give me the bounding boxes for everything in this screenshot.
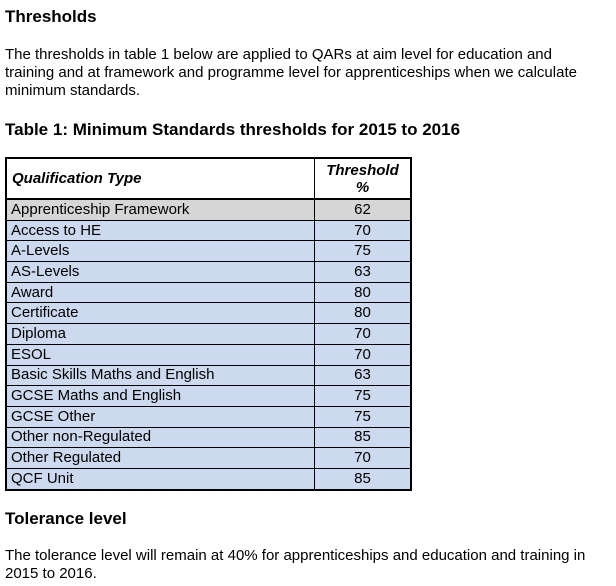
qualification-type-cell: Award: [6, 282, 315, 303]
table-header-row: [6, 158, 411, 199]
threshold-cell: 63: [315, 365, 412, 386]
qualification-type-cell: Other Regulated: [6, 448, 315, 469]
thresholds-paragraph: The thresholds in table 1 below are applied to QARs at aim level for education and training and at framework and programme level for apprenticeships when we calculate minimum standards.: [5, 46, 577, 99]
threshold-cell: 80: [315, 282, 412, 303]
threshold-cell: 63: [315, 262, 412, 283]
threshold-cell: 85: [315, 427, 412, 448]
threshold-cell: 70: [315, 448, 412, 469]
threshold-cell: 70: [315, 220, 412, 241]
table-row: [6, 282, 411, 303]
qualification-type-cell: QCF Unit: [6, 468, 315, 489]
table-row: [6, 448, 411, 469]
qualification-type-cell: Apprenticeship Framework: [6, 199, 315, 220]
section-heading-tolerance: Tolerance level: [5, 509, 127, 528]
threshold-cell: 75: [315, 241, 412, 262]
qualification-type-cell: Access to HE: [6, 220, 315, 241]
tolerance-paragraph: The tolerance level will remain at 40% for apprenticeships and education and training in 2015 to 2016.: [5, 547, 586, 582]
qualification-type-cell: A-Levels: [6, 241, 315, 262]
header-threshold-unit: %: [355, 178, 370, 196]
table-row: [6, 303, 411, 324]
table-row: [6, 241, 411, 262]
threshold-cell: 80: [315, 303, 412, 324]
threshold-cell: 70: [315, 344, 412, 365]
section-heading-thresholds: Thresholds: [5, 7, 97, 26]
header-threshold: [315, 158, 412, 199]
header-qualification-type: Qualification Type: [6, 158, 315, 199]
table-row: [6, 365, 411, 386]
qualification-type-cell: Diploma: [6, 324, 315, 345]
qualification-type-cell: Basic Skills Maths and English: [6, 365, 315, 386]
qualification-type-cell: AS-Levels: [6, 262, 315, 283]
qualification-type-cell: ESOL: [6, 344, 315, 365]
table-row: [6, 324, 411, 345]
qualification-type-cell: Certificate: [6, 303, 315, 324]
table-row: [6, 386, 411, 407]
header-threshold-label: Threshold: [326, 161, 399, 179]
table-row: [6, 199, 411, 220]
table-row: [6, 468, 411, 489]
threshold-cell: 75: [315, 406, 412, 427]
qualification-type-cell: GCSE Maths and English: [6, 386, 315, 407]
thresholds-table: [5, 157, 412, 491]
qualification-type-cell: Other non-Regulated: [6, 427, 315, 448]
table-body: [6, 199, 411, 490]
qualification-type-cell: GCSE Other: [6, 406, 315, 427]
threshold-cell: 85: [315, 468, 412, 489]
threshold-cell: 70: [315, 324, 412, 345]
table-caption: Table 1: Minimum Standards thresholds for 2015 to 2016: [5, 120, 461, 139]
table-row: [6, 427, 411, 448]
table-row: [6, 262, 411, 283]
table-row: [6, 406, 411, 427]
threshold-cell: 75: [315, 386, 412, 407]
threshold-cell: 62: [315, 199, 412, 220]
table-row: [6, 220, 411, 241]
table-row: [6, 344, 411, 365]
